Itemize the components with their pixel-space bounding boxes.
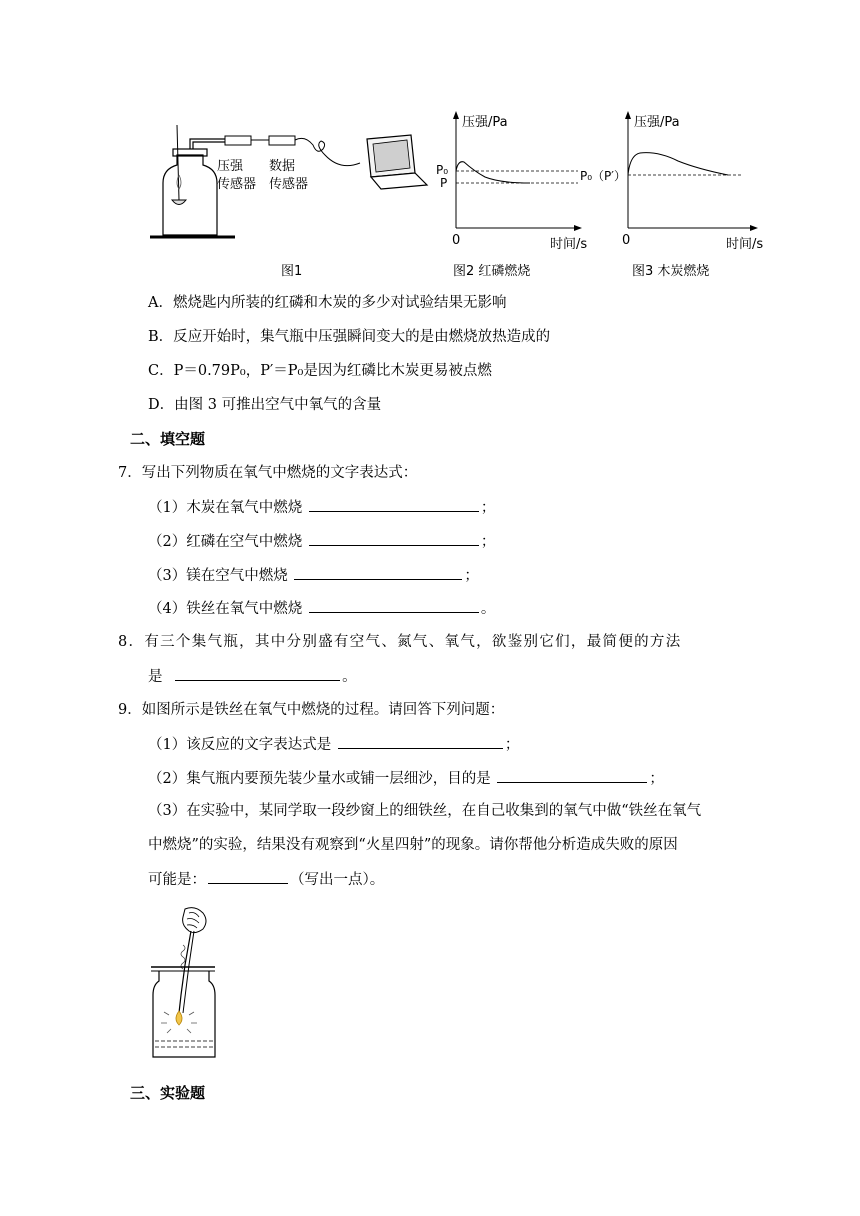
fig3-ylabel: 压强/Pa	[634, 115, 680, 130]
option-a: A．燃烧匙内所装的红磷和木炭的多少对试验结果无影响	[148, 295, 507, 311]
q9-item-2-end: ；	[649, 771, 664, 787]
q7-item-1-text: （1）木炭在氧气中燃烧	[148, 500, 303, 516]
q8-line2	[148, 666, 357, 687]
fig2-origin: 0	[452, 233, 461, 248]
q9-item-3-line3	[148, 869, 384, 890]
q9-item-1-blank[interactable]	[338, 734, 503, 749]
q8-line1: 8．有三个集气瓶，其中分别盛有空气、氮气、氧气，欲鉴别它们，最简便的方法	[118, 634, 682, 650]
q7-item-4	[148, 598, 495, 619]
q9-item-3-end: （写出一点）。	[290, 872, 385, 888]
q7-item-1	[148, 497, 495, 518]
q9-item-2-blank[interactable]	[497, 768, 647, 783]
sensor2-label-line2: 传感器	[269, 177, 309, 192]
q7-item-3-text: （3）镁在空气中燃烧	[148, 568, 288, 584]
q7-item-3-end: ；	[464, 568, 479, 584]
q8-line2-prefix: 是	[148, 669, 163, 685]
fig3-origin: 0	[622, 233, 631, 248]
figure-2-caption: 图2 红磷燃烧	[453, 264, 531, 279]
q7-item-1-blank[interactable]	[309, 497, 479, 512]
q9-item-1	[148, 734, 519, 755]
q7-item-2-end: ；	[480, 534, 496, 550]
q9-item-3-prefix: 可能是：	[148, 872, 206, 888]
q7-item-4-end: 。	[480, 601, 496, 617]
q9-item-2-text: （2）集气瓶内要预先装少量水或铺一层细沙，目的是	[148, 771, 491, 787]
sensor1-label-line1: 压强	[217, 159, 244, 174]
sensor2-label-line1: 数据	[269, 159, 296, 174]
figure-2-chart	[430, 105, 590, 250]
q9-item-3-blank[interactable]	[208, 869, 288, 884]
q7-item-2	[148, 531, 495, 552]
figure-1-apparatus	[145, 105, 435, 245]
q7-item-2-blank[interactable]	[309, 531, 479, 546]
section-3-heading: 三、实验题	[130, 1084, 206, 1102]
q7-item-2-text: （2）红磷在空气中燃烧	[148, 534, 303, 550]
q9-item-3-line1: （3）在实验中，某同学取一段纱窗上的细铁丝，在自己收集到的氧气中做“铁丝在氧气	[148, 803, 702, 819]
q8-line2-end: 。	[342, 669, 357, 685]
q9-item-1-end: ；	[504, 737, 520, 753]
figure-1-caption: 图1	[281, 264, 303, 279]
q7-item-4-text: （4）铁丝在氧气中燃烧	[148, 601, 303, 617]
figure-3-caption: 图3 木炭燃烧	[632, 264, 710, 279]
fig3-level-p0: P₀（P′）	[580, 169, 627, 183]
q7-item-3-blank[interactable]	[294, 565, 462, 580]
iron-wire-burning-figure	[145, 905, 235, 1065]
q9-item-1-text: （1）该反应的文字表达式是	[148, 737, 332, 753]
q7-item-3	[148, 565, 479, 586]
option-b: B．反应开始时，集气瓶中压强瞬间变大的是由燃烧放热造成的	[148, 329, 551, 345]
q9-item-3-line2: 中燃烧”的实验，结果没有观察到“火星四射”的现象。请你帮他分析造成失败的原因	[148, 837, 678, 853]
option-c: C．P＝0.79P₀，P′＝P₀是因为红磷比木炭更易被点燃	[148, 363, 492, 379]
fig2-xlabel: 时间/s	[550, 237, 588, 252]
figure-3-chart	[578, 105, 773, 250]
q9-item-2	[148, 768, 664, 789]
q9-stem: 9．如图所示是铁丝在氧气中燃烧的过程。请回答下列问题：	[118, 702, 505, 718]
sensor1-label-line2: 传感器	[217, 177, 257, 192]
fig2-level-p0: P₀	[436, 163, 449, 177]
q7-item-1-end: ；	[480, 500, 496, 516]
fig2-ylabel: 压强/Pa	[462, 115, 508, 130]
q8-blank[interactable]	[175, 666, 340, 681]
fig3-xlabel: 时间/s	[726, 237, 764, 252]
fig2-level-p: P	[440, 176, 448, 190]
option-d: D．由图 3 可推出空气中氧气的含量	[148, 397, 382, 413]
section-2-heading: 二、填空题	[130, 430, 206, 448]
q7-stem: 7．写出下列物质在氧气中燃烧的文字表达式：	[118, 465, 418, 481]
q7-item-4-blank[interactable]	[309, 598, 479, 613]
